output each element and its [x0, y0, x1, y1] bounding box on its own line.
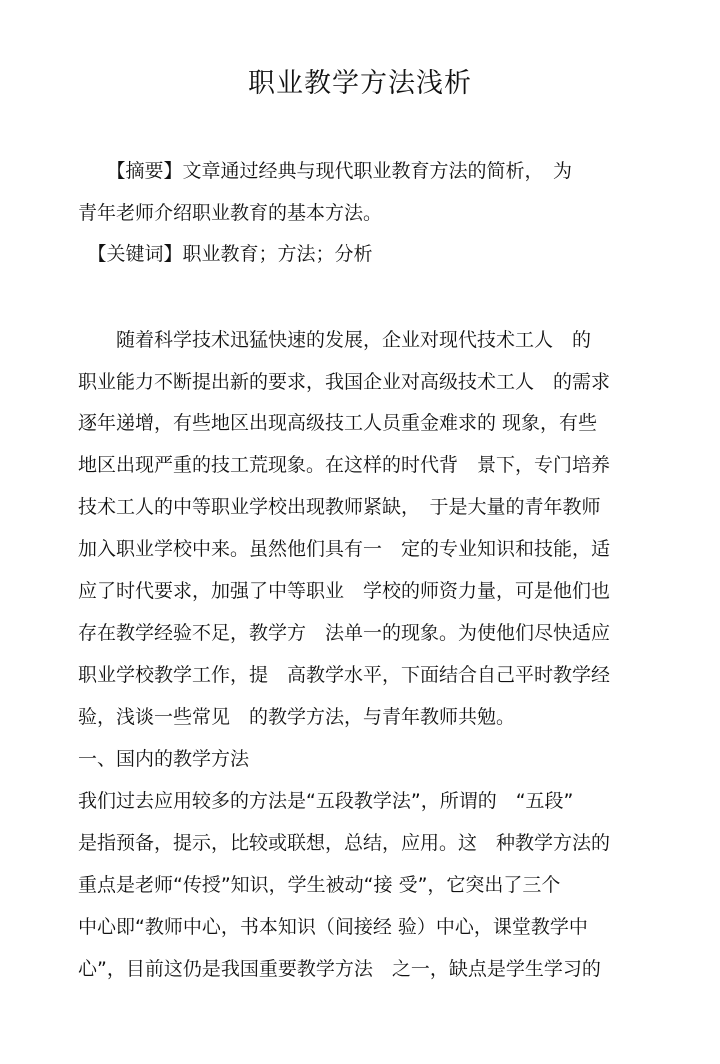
section-heading: 一、国内的教学方法: [78, 748, 250, 770]
body-line: 逐年递增，有些地区出现高级技工人员重金难求的 现象，有些: [78, 412, 598, 434]
body-line: 验，浅谈一些常见 的教学方法，与青年教师共勉。: [78, 706, 516, 728]
body-line: 地区出现严重的技工荒现象。在这样的时代背 景下，专门培养: [78, 454, 611, 476]
body-line: 随着科学技术迅猛快速的发展，企业对现代技术工人 的: [78, 329, 592, 351]
body-line: 中心即“教师中心，书本知识（间接经 验）中心，课堂教学中: [78, 916, 588, 938]
body-line: 加入职业学校中来。虽然他们具有一 定的专业知识和技能，适: [78, 538, 611, 560]
abstract-line: 青年老师介绍职业教育的基本方法。: [78, 202, 383, 224]
body-line: 存在教学经验不足，教学方 法单一的现象。为使他们尽快适应: [78, 622, 611, 644]
body-line: 职业学校教学工作，提 高教学水平，下面结合自己平时教学经: [78, 664, 611, 686]
body-line: 我们过去应用较多的方法是“五段教学法”，所谓的 “五段”: [78, 790, 574, 812]
keywords-line: 【关键词】职业教育；方法；分析: [78, 243, 373, 265]
body-line: 应了时代要求，加强了中等职业 学校的师资力量，可是他们也: [78, 580, 611, 602]
document-title: 职业教学方法浅析: [248, 68, 472, 99]
body-line: 职业能力不断提出新的要求，我国企业对高级技术工人 的需求: [78, 371, 611, 393]
body-line: 重点是老师“传授”知识，学生被动“接 受”，它突出了三个: [78, 874, 561, 896]
abstract-line: 【摘要】文章通过经典与现代职业教育方法的简析， 为: [78, 160, 573, 182]
body-line: 技术工人的中等职业学校出现教师紧缺， 于是大量的青年教师: [78, 496, 601, 518]
body-line: 心”，目前这仍是我国重要教学方法 之一，缺点是学生学习的: [78, 958, 601, 980]
body-line: 是指预备，提示，比较或联想，总结，应用。这 种教学方法的: [78, 832, 611, 854]
